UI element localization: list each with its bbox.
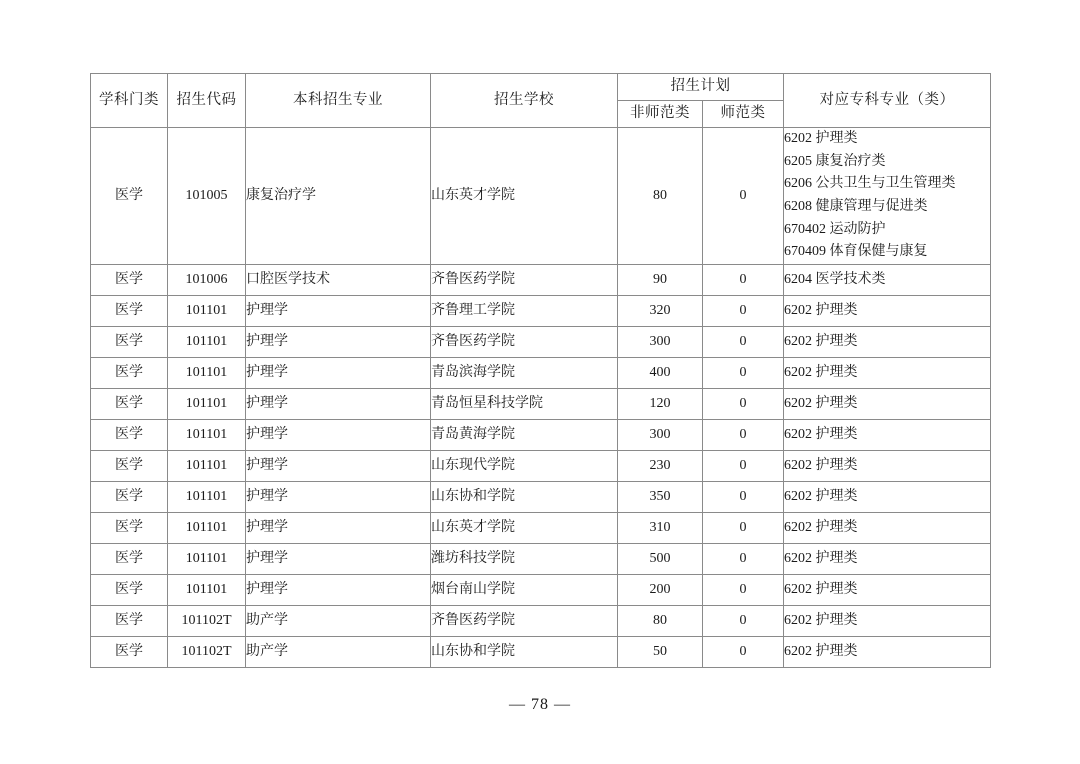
cell-major: 护理学 <box>246 327 431 358</box>
cell-vocational <box>784 128 991 265</box>
table-row <box>91 482 991 513</box>
cell-vocational <box>784 606 991 637</box>
cell-subject: 医学 <box>91 128 168 265</box>
cell-major: 护理学 <box>246 482 431 513</box>
vocational-line: 6202 护理类 <box>784 426 858 442</box>
table-row <box>91 637 991 668</box>
cell-plan-non-normal: 120 <box>618 389 703 420</box>
cell-code: 101006 <box>168 265 246 296</box>
cell-school: 青岛滨海学院 <box>431 358 618 389</box>
cell-plan-normal: 0 <box>703 327 784 358</box>
cell-plan-normal: 0 <box>703 513 784 544</box>
cell-plan-non-normal: 350 <box>618 482 703 513</box>
cell-school: 齐鲁理工学院 <box>431 296 618 327</box>
cell-plan-non-normal: 300 <box>618 420 703 451</box>
column-header-code: 招生代码 <box>168 74 246 128</box>
cell-code: 101102T <box>168 606 246 637</box>
cell-vocational <box>784 451 991 482</box>
cell-major: 护理学 <box>246 451 431 482</box>
cell-plan-normal: 0 <box>703 606 784 637</box>
cell-vocational <box>784 389 991 420</box>
cell-school: 青岛恒星科技学院 <box>431 389 618 420</box>
column-header-vocational: 对应专科专业（类） <box>784 74 991 128</box>
cell-vocational <box>784 265 991 296</box>
cell-code: 101005 <box>168 128 246 265</box>
cell-subject: 医学 <box>91 606 168 637</box>
cell-plan-normal: 0 <box>703 296 784 327</box>
cell-school: 齐鲁医药学院 <box>431 606 618 637</box>
cell-plan-normal: 0 <box>703 575 784 606</box>
column-header-plan-non-normal: 非师范类 <box>618 101 703 128</box>
cell-plan-normal: 0 <box>703 637 784 668</box>
cell-code: 101101 <box>168 482 246 513</box>
cell-subject: 医学 <box>91 389 168 420</box>
cell-plan-non-normal: 500 <box>618 544 703 575</box>
cell-major: 护理学 <box>246 389 431 420</box>
cell-plan-normal: 0 <box>703 128 784 265</box>
cell-major: 护理学 <box>246 296 431 327</box>
cell-school: 齐鲁医药学院 <box>431 265 618 296</box>
cell-code: 101101 <box>168 296 246 327</box>
vocational-line: 670409 体育保健与康复 <box>784 244 928 260</box>
cell-plan-normal: 0 <box>703 482 784 513</box>
table-row <box>91 128 991 265</box>
cell-code: 101101 <box>168 575 246 606</box>
vocational-line: 6204 医学技术类 <box>784 271 886 287</box>
cell-vocational <box>784 482 991 513</box>
cell-major: 康复治疗学 <box>246 128 431 265</box>
cell-school: 山东英才学院 <box>431 128 618 265</box>
table-row <box>91 389 991 420</box>
cell-plan-non-normal: 320 <box>618 296 703 327</box>
cell-vocational <box>784 296 991 327</box>
vocational-line: 6202 护理类 <box>784 612 858 628</box>
cell-subject: 医学 <box>91 265 168 296</box>
table-body <box>91 128 991 668</box>
enrollment-table-container <box>90 73 990 668</box>
cell-vocational <box>784 575 991 606</box>
column-header-plan-normal: 师范类 <box>703 101 784 128</box>
cell-code: 101101 <box>168 358 246 389</box>
cell-school: 潍坊科技学院 <box>431 544 618 575</box>
cell-school: 山东协和学院 <box>431 637 618 668</box>
column-header-plan-group: 招生计划 <box>618 74 784 101</box>
cell-plan-normal: 0 <box>703 358 784 389</box>
vocational-line: 670402 运动防护 <box>784 221 886 237</box>
cell-code: 101101 <box>168 513 246 544</box>
vocational-line: 6202 护理类 <box>784 364 858 380</box>
table-header <box>91 74 991 128</box>
cell-major: 助产学 <box>246 606 431 637</box>
cell-major: 护理学 <box>246 420 431 451</box>
cell-vocational <box>784 513 991 544</box>
cell-subject: 医学 <box>91 451 168 482</box>
enrollment-table <box>90 73 991 668</box>
cell-major: 护理学 <box>246 358 431 389</box>
cell-plan-normal: 0 <box>703 544 784 575</box>
cell-subject: 医学 <box>91 544 168 575</box>
vocational-line: 6202 护理类 <box>784 519 858 535</box>
cell-code: 101102T <box>168 637 246 668</box>
vocational-line: 6208 健康管理与促进类 <box>784 199 928 215</box>
cell-major: 护理学 <box>246 513 431 544</box>
cell-code: 101101 <box>168 420 246 451</box>
cell-major: 助产学 <box>246 637 431 668</box>
cell-school: 青岛黄海学院 <box>431 420 618 451</box>
table-row <box>91 575 991 606</box>
vocational-line: 6202 护理类 <box>784 581 858 597</box>
cell-subject: 医学 <box>91 327 168 358</box>
cell-vocational <box>784 544 991 575</box>
vocational-line: 6202 护理类 <box>784 488 858 504</box>
cell-plan-non-normal: 400 <box>618 358 703 389</box>
cell-plan-normal: 0 <box>703 420 784 451</box>
cell-major: 口腔医学技术 <box>246 265 431 296</box>
vocational-line: 6202 护理类 <box>784 333 858 349</box>
cell-subject: 医学 <box>91 420 168 451</box>
vocational-line: 6206 公共卫生与卫生管理类 <box>784 176 956 192</box>
cell-school: 山东现代学院 <box>431 451 618 482</box>
cell-plan-non-normal: 310 <box>618 513 703 544</box>
cell-plan-normal: 0 <box>703 389 784 420</box>
cell-school: 烟台南山学院 <box>431 575 618 606</box>
cell-school: 山东英才学院 <box>431 513 618 544</box>
page-number: — 78 — <box>509 696 571 713</box>
header-row-primary <box>91 74 991 101</box>
cell-vocational <box>784 358 991 389</box>
cell-plan-non-normal: 80 <box>618 128 703 265</box>
cell-plan-non-normal: 300 <box>618 327 703 358</box>
vocational-line: 6202 护理类 <box>784 302 858 318</box>
cell-plan-non-normal: 80 <box>618 606 703 637</box>
cell-plan-non-normal: 50 <box>618 637 703 668</box>
cell-plan-non-normal: 230 <box>618 451 703 482</box>
cell-major: 护理学 <box>246 575 431 606</box>
vocational-line: 6202 护理类 <box>784 643 858 659</box>
cell-code: 101101 <box>168 544 246 575</box>
cell-code: 101101 <box>168 327 246 358</box>
table-row <box>91 358 991 389</box>
table-row <box>91 513 991 544</box>
cell-vocational <box>784 637 991 668</box>
table-row <box>91 296 991 327</box>
cell-code: 101101 <box>168 389 246 420</box>
cell-subject: 医学 <box>91 358 168 389</box>
cell-code: 101101 <box>168 451 246 482</box>
cell-subject: 医学 <box>91 482 168 513</box>
cell-subject: 医学 <box>91 637 168 668</box>
cell-school: 山东协和学院 <box>431 482 618 513</box>
table-row <box>91 544 991 575</box>
cell-school: 齐鲁医药学院 <box>431 327 618 358</box>
column-header-major: 本科招生专业 <box>246 74 431 128</box>
cell-plan-non-normal: 90 <box>618 265 703 296</box>
cell-subject: 医学 <box>91 513 168 544</box>
cell-vocational <box>784 420 991 451</box>
table-row <box>91 327 991 358</box>
table-row <box>91 606 991 637</box>
cell-plan-non-normal: 200 <box>618 575 703 606</box>
table-row <box>91 265 991 296</box>
cell-plan-normal: 0 <box>703 265 784 296</box>
vocational-line: 6202 护理类 <box>784 457 858 473</box>
vocational-line: 6202 护理类 <box>784 395 858 411</box>
cell-major: 护理学 <box>246 544 431 575</box>
vocational-line: 6205 康复治疗类 <box>784 153 886 169</box>
column-header-school: 招生学校 <box>431 74 618 128</box>
cell-plan-normal: 0 <box>703 451 784 482</box>
table-row <box>91 420 991 451</box>
table-row <box>91 451 991 482</box>
cell-subject: 医学 <box>91 575 168 606</box>
cell-vocational <box>784 327 991 358</box>
vocational-line: 6202 护理类 <box>784 550 858 566</box>
vocational-line: 6202 护理类 <box>784 131 858 146</box>
cell-subject: 医学 <box>91 296 168 327</box>
column-header-subject: 学科门类 <box>91 74 168 128</box>
